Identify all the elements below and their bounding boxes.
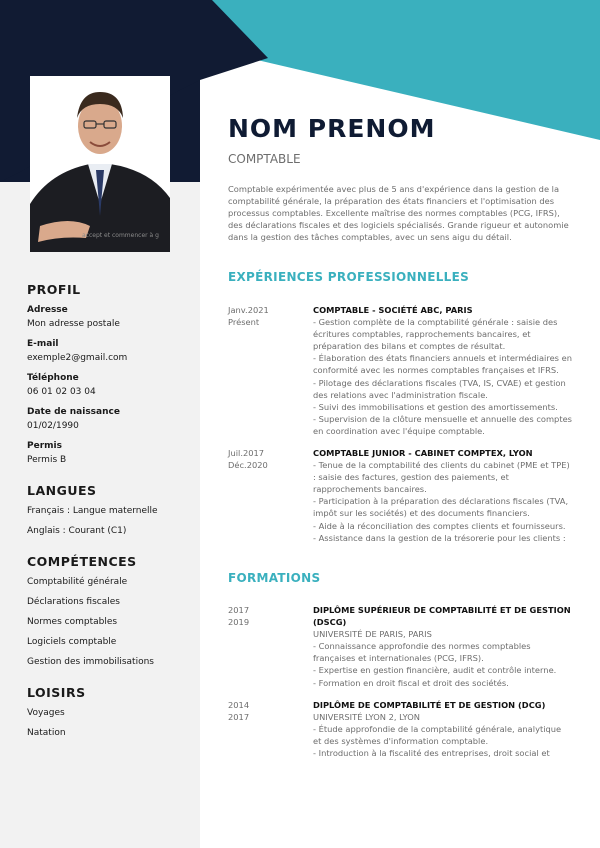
formation-school: UNIVERSITÉ LYON 2, LYON (313, 712, 421, 723)
date-start: 2017 (228, 605, 250, 615)
langues-heading: LANGUES (27, 483, 97, 498)
competences-section (27, 554, 192, 667)
portrait-image (30, 76, 170, 252)
email-value: exemple2@gmail.com (27, 353, 128, 363)
birthdate-label: Date de naissance (27, 407, 120, 417)
date-start: 2014 (228, 700, 250, 710)
profil-section (27, 282, 192, 465)
photo-watermark: accept et commencer à g (82, 232, 159, 239)
experience-title: COMPTABLE - SOCIÉTÉ ABC, PARIS (313, 305, 473, 315)
experiences-heading: EXPÉRIENCES PROFESSIONNELLES (228, 270, 470, 284)
address-value: Mon adresse postale (27, 319, 120, 329)
formation-dates (228, 699, 308, 723)
experience-body (313, 447, 572, 544)
date-start: Juil.2017 (228, 448, 265, 458)
experience-dates (228, 447, 308, 471)
experience-line: - Aide à la réconciliation des comptes clients et fournisseurs. (313, 520, 566, 531)
summary-text: Comptable expérimentée avec plus de 5 ans d'expérience dans la gestion de la comptabilité générale, la préparation des états financiers et l'optimisation des processus comptables. Excellente maîtrise des normes comptables (PCG, IFRS), des déclarations fiscales et des logiciels spécialisés. Grande rigueur et autonomie dans la gestion des tâches comptables, avec un sens aigu du détail. (228, 184, 569, 243)
skill-item: Déclarations fiscales (27, 597, 120, 607)
formation-school: UNIVERSITÉ DE PARIS, PARIS (313, 629, 432, 640)
formation-line: - Formation en droit fiscal et droit des sociétés. (313, 677, 509, 688)
date-end: 2017 (228, 712, 250, 723)
loisirs-heading: LOISIRS (27, 685, 86, 700)
date-end: Déc.2020 (228, 460, 268, 471)
license-label: Permis (27, 441, 62, 451)
skill-item: Gestion des immobilisations (27, 657, 154, 667)
phone-value: 06 01 02 03 04 (27, 387, 96, 397)
license-value: Permis B (27, 455, 67, 465)
experience-line: - Suivi des immobilisations et gestion des amortissements. (313, 401, 558, 412)
skill-item: Comptabilité générale (27, 577, 128, 587)
loisirs-section (27, 685, 192, 738)
experience-line: - Assistance dans la gestion de la trésorerie pour les clients : (313, 532, 566, 543)
formation-title: DIPLÔME DE COMPTABILITÉ ET DE GESTION (DCG) (313, 700, 546, 710)
skill-item: Logiciels comptable (27, 637, 117, 647)
experience-dates (228, 304, 308, 328)
experience-line: - Pilotage des déclarations fiscales (TVA, IS, CVAE) et gestion des relations avec l'administration fiscale. (313, 377, 566, 400)
hobby-item: Voyages (27, 708, 65, 718)
candidate-name: NOM PRENOM (228, 114, 436, 143)
formation-line: - Expertise en gestion financière, audit et contrôle interne. (313, 665, 557, 676)
profile-photo (30, 76, 170, 252)
experience-line: - Participation à la préparation des déclarations fiscales (TVA, impôt sur les sociétés) et des documents financiers. (313, 496, 569, 519)
formations-heading: FORMATIONS (228, 571, 321, 585)
formation-body (313, 604, 572, 689)
email-label: E-mail (27, 339, 59, 349)
experience-title: COMPTABLE JUNIOR - CABINET COMPTEX, LYON (313, 448, 533, 458)
date-end: 2019 (228, 617, 250, 628)
experience-line: - Élaboration des états financiers annuels et intermédiaires en conformité avec les normes comptables françaises et IFRS. (313, 353, 573, 376)
date-end: Présent (228, 317, 260, 328)
phone-label: Téléphone (27, 373, 79, 383)
experience-line: - Supervision de la clôture mensuelle et annuelle des comptes en coordination avec l'équipe comptable. (313, 413, 573, 436)
formation-line: - Connaissance approfondie des normes comptables françaises et internationales (PCG, IFRS). (313, 641, 531, 664)
date-start: Janv.2021 (228, 305, 269, 315)
experience-line: - Tenue de la comptabilité des clients du cabinet (PME et TPE) : saisie des factures, gestion des paiements, et rapprochements bancaires. (313, 460, 570, 495)
formation-line: - Étude approfondie de la comptabilité générale, analytique et des systèmes d'information comptable. (313, 724, 562, 747)
profil-heading: PROFIL (27, 282, 81, 297)
hobby-item: Natation (27, 728, 66, 738)
formation-line: - Introduction à la fiscalité des entreprises, droit social et (313, 748, 550, 759)
formation-title: DIPLÔME SUPÉRIEUR DE COMPTABILITÉ ET DE GESTION (DSCG) (313, 605, 571, 628)
skill-item: Normes comptables (27, 617, 118, 627)
sidebar-content (27, 282, 192, 756)
competences-heading: COMPÉTENCES (27, 554, 137, 569)
language-item: Anglais : Courant (C1) (27, 526, 127, 536)
language-item: Français : Langue maternelle (27, 506, 158, 516)
formation-dates (228, 604, 308, 628)
experience-body (313, 304, 572, 437)
job-title: COMPTABLE (228, 152, 301, 166)
langues-section (27, 483, 192, 536)
birthdate-value: 01/02/1990 (27, 421, 79, 431)
address-label: Adresse (27, 305, 68, 315)
experience-line: - Gestion complète de la comptabilité générale : saisie des écritures comptables, rapprochements bancaires, et préparation des bilans et comptes de résultat. (313, 317, 558, 352)
formation-body (313, 699, 572, 759)
